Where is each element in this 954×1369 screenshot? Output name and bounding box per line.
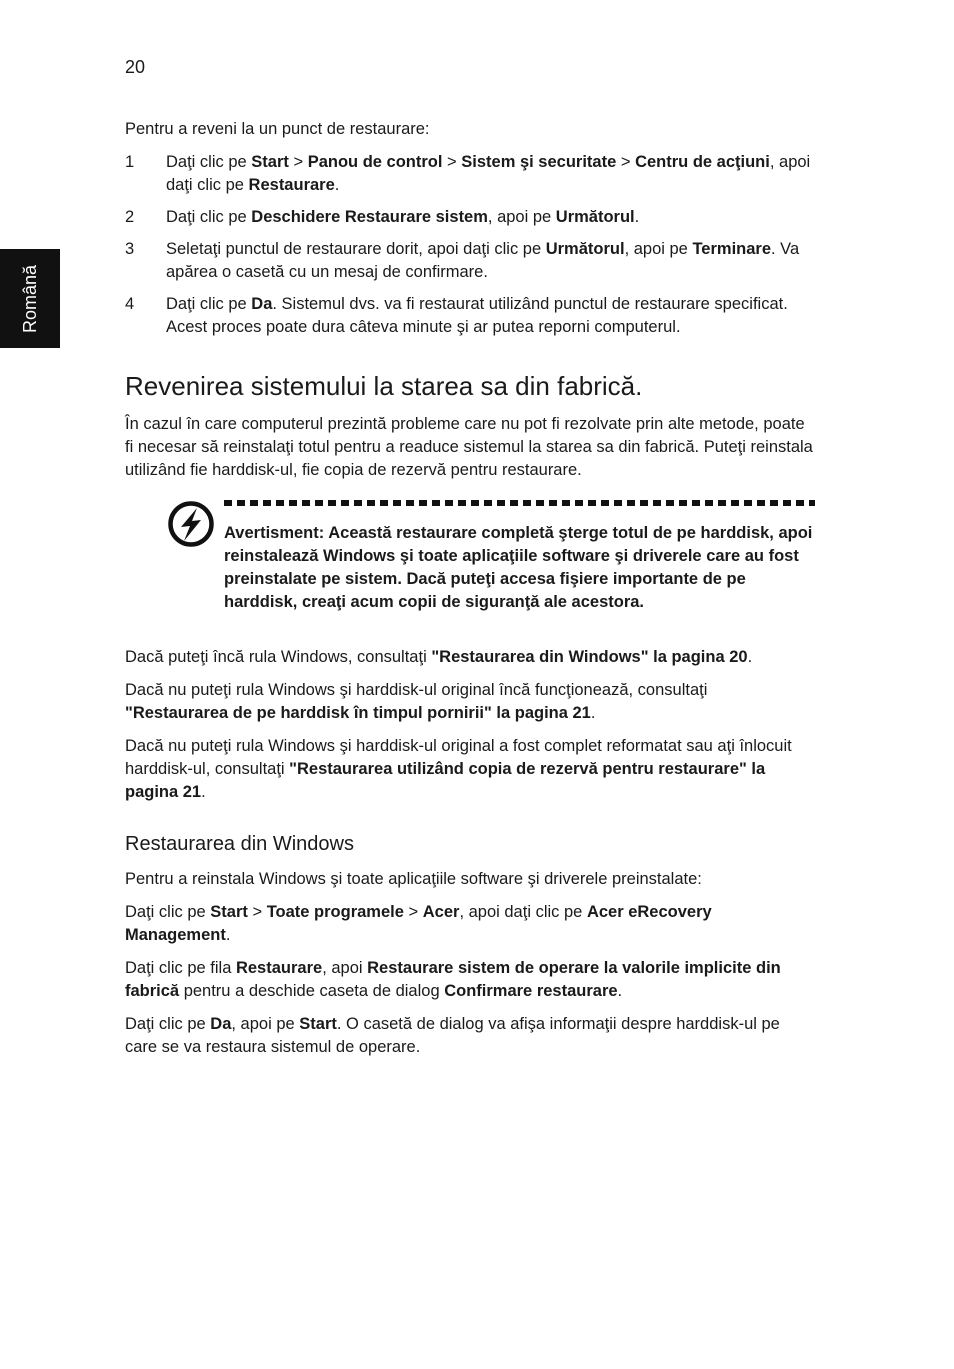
text-run: . <box>590 704 596 722</box>
bold-term: Centru de acţiuni <box>635 153 770 171</box>
step-item <box>125 293 815 339</box>
step-text <box>166 153 810 194</box>
bold-term: Da <box>251 295 273 313</box>
text-run: , apoi pe <box>487 208 556 226</box>
step-number: 1 <box>125 153 135 171</box>
bold-term: Toate programele <box>266 903 404 921</box>
text-run: . <box>334 176 340 194</box>
step-number: 3 <box>125 240 135 258</box>
text-run: . O casetă de dialog va afişa informaţii despre harddisk-ul pe care se va restaura sistemul de operare. <box>125 1015 780 1056</box>
step-text <box>166 208 639 226</box>
bold-term: Restaurare sistem de operare la valorile implicite din fabrică <box>125 959 781 1000</box>
reference-paragraph <box>125 679 815 725</box>
bold-term: Terminare <box>692 240 772 258</box>
bold-term: Start <box>299 1015 337 1033</box>
dotted-separator <box>224 500 815 506</box>
bold-term: Restaurare <box>248 176 335 194</box>
step-text <box>166 240 799 281</box>
subsection-paragraph <box>125 957 815 1003</box>
reference-paragraph <box>125 646 815 669</box>
text-run: > <box>616 153 636 171</box>
text-run: Daţi clic pe <box>166 153 252 171</box>
page-number: 20 <box>125 57 146 77</box>
text-run: . Va apărea o casetă cu un mesaj de confirmare. <box>166 240 800 281</box>
warning-text: Avertisment: Această restaurare completă şterge totul de pe harddisk, apoi reinstalează Windows şi toate aplicaţiile software şi driverele care au fost preinstalate pe sistem. Dacă puteţi accesa fişiere importante de pe harddisk, creaţi acum copii de siguranţă ale acestora. <box>224 524 813 611</box>
text-run: Pentru a reinstala Windows şi toate aplicaţiile software şi driverele preinstalate: <box>125 870 702 888</box>
subsection-paragraph <box>125 901 815 947</box>
text-run: Seletaţi punctul de restaurare dorit, apoi daţi clic pe <box>166 240 546 258</box>
step-item <box>125 151 815 197</box>
text-run: . <box>201 783 206 801</box>
warning-box <box>125 500 815 614</box>
bold-term: Sistem şi securitate <box>461 153 617 171</box>
text-run: . Sistemul dvs. va fi restaurat utilizând punctul de restaurare specificat. Acest proces poate dura câteva minute şi ar putea reporni computerul. <box>166 295 788 336</box>
text-run: Daţi clic pe fila <box>125 959 236 977</box>
text-run: pentru a deschide caseta de dialog <box>179 982 445 1000</box>
intro-paragraph: Pentru a reveni la un punct de restaurare: <box>125 120 430 138</box>
bold-term: Următorul <box>545 240 625 258</box>
text-run: . <box>617 982 623 1000</box>
bold-term: Acer <box>422 903 460 921</box>
bold-term: Start <box>251 153 289 171</box>
text-run: > <box>288 153 308 171</box>
text-run: Daţi clic pe <box>125 903 211 921</box>
bold-term: Confirmare restaurare <box>444 982 618 1000</box>
text-run: Daţi clic pe <box>166 208 252 226</box>
restore-steps-list <box>125 151 815 339</box>
bold-term: Acer eRecovery Management <box>125 903 712 944</box>
text-run: > <box>403 903 423 921</box>
language-tab <box>0 249 60 348</box>
text-run: Dacă puteţi încă rula Windows, consultaţi <box>125 648 432 666</box>
bold-term: Următorul <box>555 208 635 226</box>
text-run: Daţi clic pe <box>125 1015 211 1033</box>
bold-term: Start <box>210 903 248 921</box>
text-run: , apoi daţi clic pe <box>459 903 587 921</box>
text-run: > <box>247 903 267 921</box>
text-run: , apoi <box>322 959 368 977</box>
text-run: > <box>442 153 462 171</box>
bold-term: "Restaurarea din Windows" la pagina 20 <box>431 648 748 666</box>
bold-term: Restaurare <box>235 959 323 977</box>
text-run: Dacă nu puteţi rula Windows şi harddisk-ul original a fost complet reformatat sau aţi înlocuit harddisk-ul, consultaţi <box>125 737 792 778</box>
bold-term: "Restaurarea de pe harddisk în timpul pornirii" la pagina 21 <box>125 704 591 722</box>
text-run: , apoi daţi clic pe <box>166 153 811 194</box>
text-run: , apoi pe <box>624 240 693 258</box>
subsection-paragraph <box>125 868 815 891</box>
bold-term: Panou de control <box>307 153 443 171</box>
subsection-paragraph <box>125 1013 815 1059</box>
reference-paragraph <box>125 735 815 804</box>
bold-term: "Restaurarea utilizând copia de rezervă pentru restaurare" la pagina 21 <box>125 760 766 801</box>
text-run: , apoi pe <box>231 1015 300 1033</box>
text-run: . <box>747 648 753 666</box>
section-title: Revenirea sistemului la starea sa din fabrică. <box>125 371 643 401</box>
text-run: Daţi clic pe <box>166 295 252 313</box>
lightning-warning-icon <box>167 500 215 548</box>
text-run: Dacă nu puteţi rula Windows şi harddisk-ul original încă funcţionează, consultaţi <box>125 681 708 699</box>
page-content <box>125 118 815 1069</box>
step-number: 2 <box>125 208 135 226</box>
language-tab-label: Română <box>20 264 40 334</box>
step-item <box>125 238 815 284</box>
bold-term: Da <box>210 1015 232 1033</box>
section-intro: În cazul în care computerul prezintă probleme care nu pot fi rezolvate prin alte metode, poate fi necesar să reinstalaţi totul pentru a readuce sistemul la starea sa din fabrică. Puteţi reinstala utilizând fie harddisk-ul, fie copia de rezervă pentru restaurare. <box>125 415 813 479</box>
step-number: 4 <box>125 295 135 313</box>
step-item <box>125 206 815 229</box>
step-text <box>166 295 788 336</box>
subsection-title: Restaurarea din Windows <box>125 833 354 855</box>
text-run: . <box>225 926 231 944</box>
bold-term: Deschidere Restaurare sistem <box>251 208 488 226</box>
text-run: . <box>634 208 640 226</box>
